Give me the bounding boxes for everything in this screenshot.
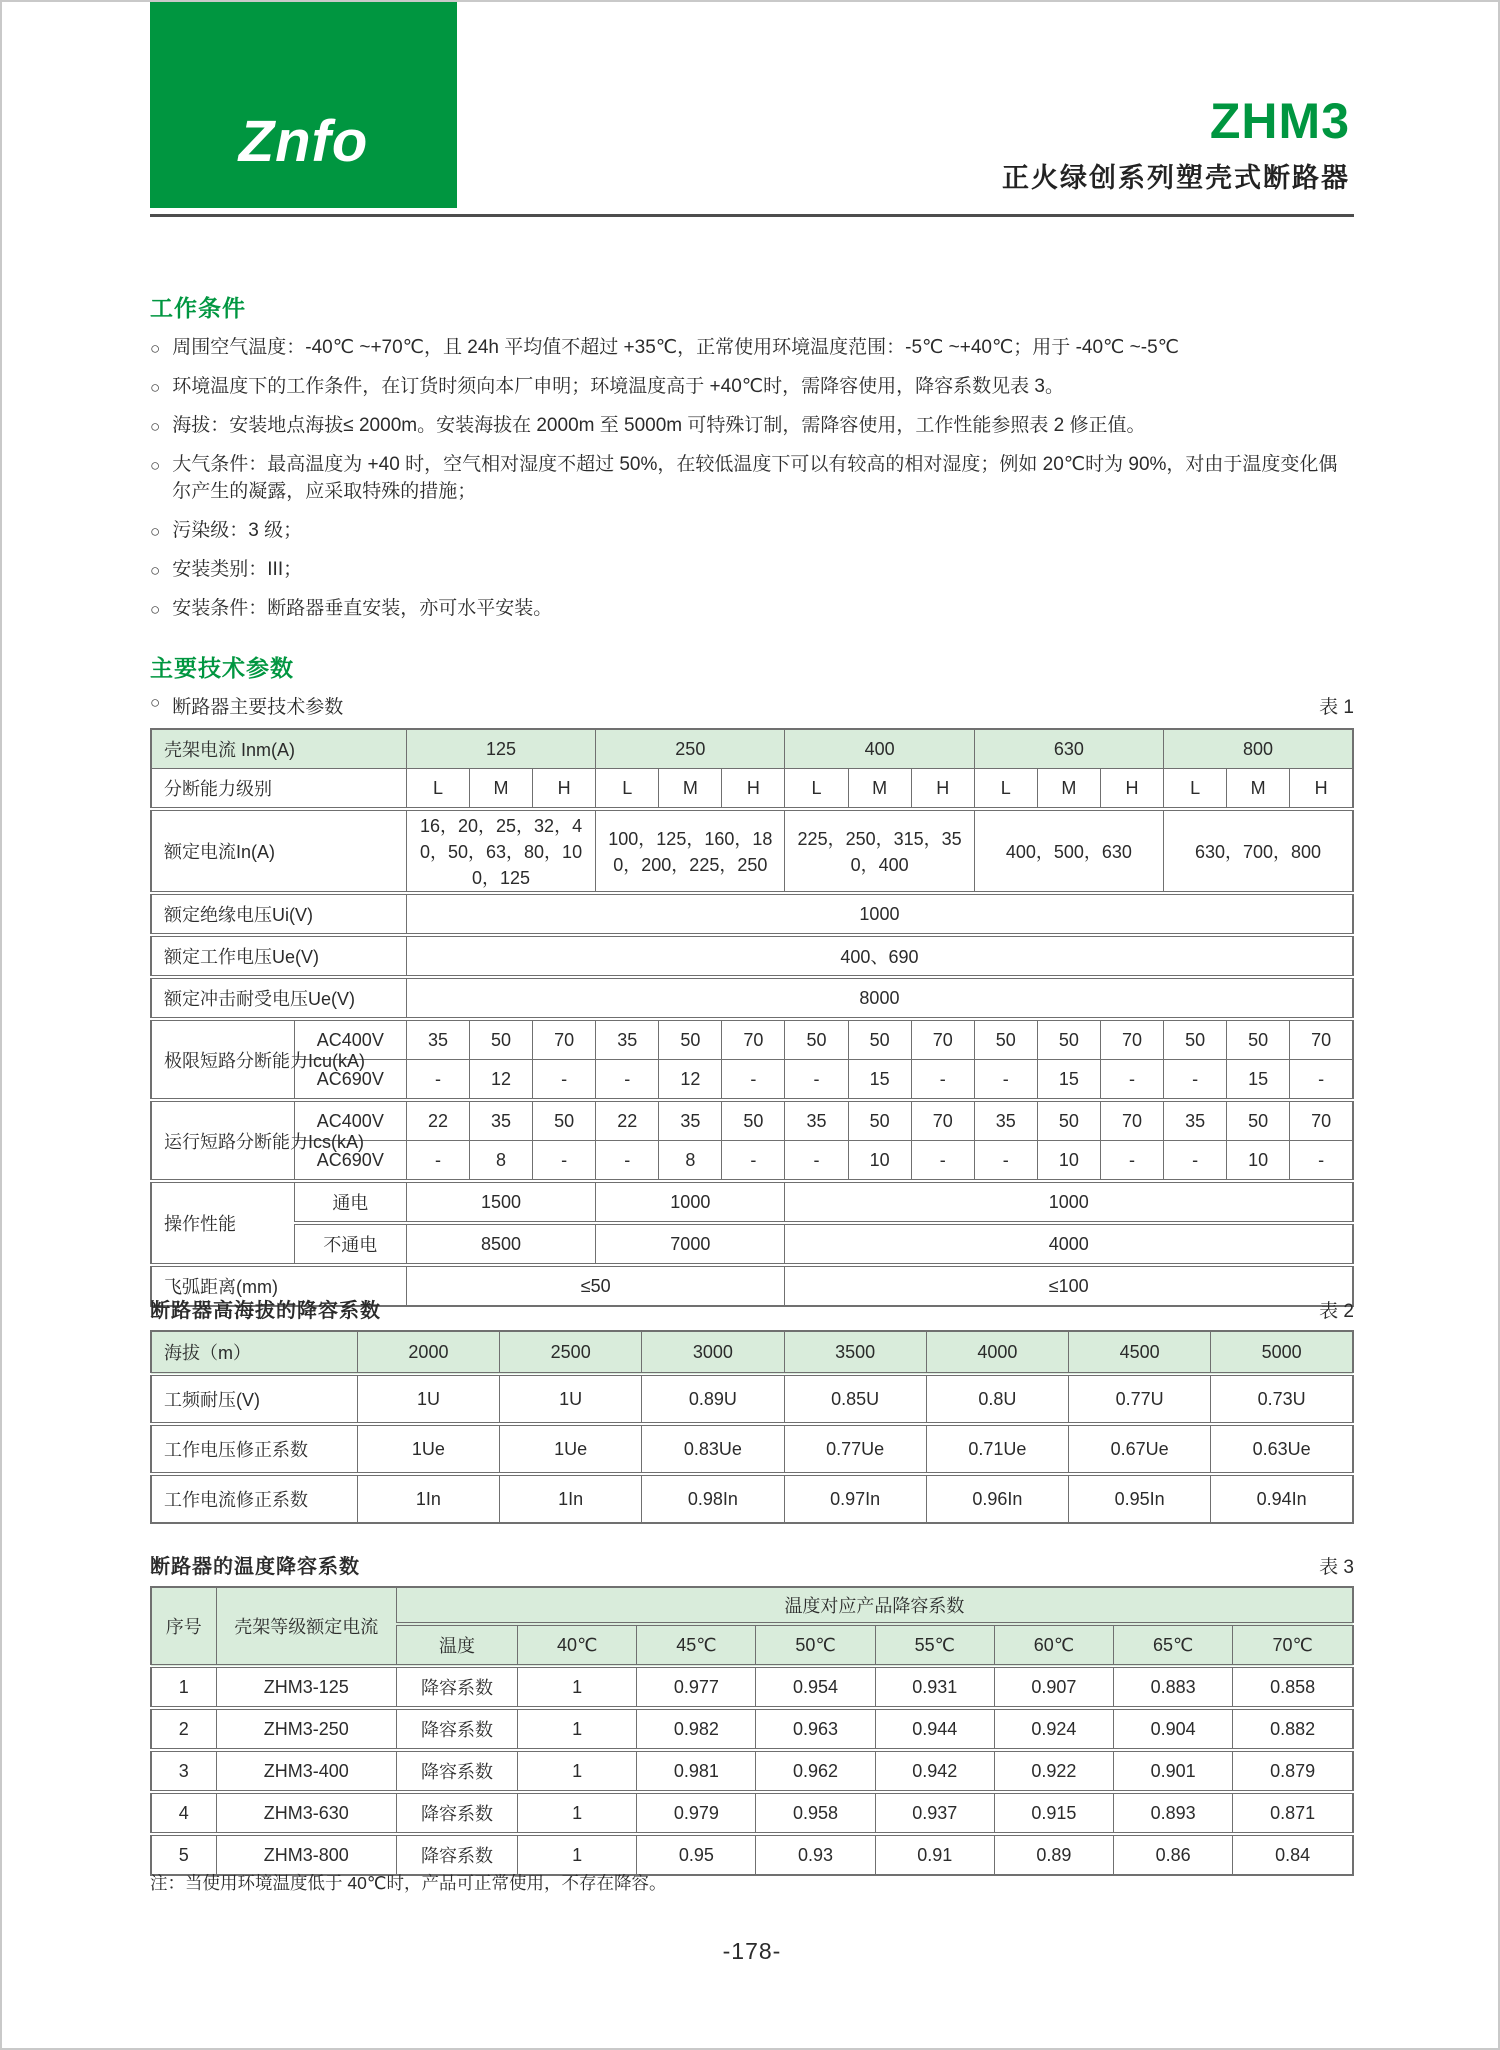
table-cell: - [533, 1141, 596, 1182]
table-row [151, 1708, 1353, 1750]
table-cell: 100，125，160，180，200，225，250 [596, 809, 785, 893]
table-row [151, 1792, 1353, 1834]
table-cell: 0.882 [1233, 1708, 1353, 1750]
table-cell: 50 [722, 1100, 785, 1141]
table-cell: 70℃ [1233, 1624, 1353, 1666]
table-cell: M [470, 769, 533, 810]
brand-logo [150, 2, 457, 208]
table-cell: 0.89 [994, 1834, 1113, 1875]
table3-tag: 表 3 [1319, 1557, 1354, 1578]
table-cell: 0.883 [1114, 1666, 1233, 1708]
altitude-label: 海拔（m） [151, 1331, 357, 1374]
table-cell: 1In [357, 1474, 499, 1523]
table-row [151, 1019, 1353, 1060]
table-cell: 0.963 [756, 1708, 875, 1750]
table-cell: 50 [785, 1019, 848, 1060]
table-row [151, 1834, 1353, 1875]
table-cell: 8000 [406, 977, 1353, 1019]
table-cell: 50 [659, 1019, 722, 1060]
table-cell: 0.71Ue [926, 1424, 1068, 1474]
table-cell: 35 [470, 1100, 533, 1141]
table-cell: - [974, 1141, 1037, 1182]
table-cell: 0.962 [756, 1750, 875, 1792]
table-cell: 630，700，800 [1164, 809, 1353, 893]
model-cell: ZHM3-250 [216, 1708, 396, 1750]
product-model-title: ZHM3 [1209, 93, 1350, 149]
table-cell: H [911, 769, 974, 810]
row-label: 降容系数 [396, 1666, 517, 1708]
table-cell: 0.95 [637, 1834, 756, 1875]
table-row [151, 977, 1353, 1019]
table-cell: 125 [406, 729, 595, 769]
table-cell: 0.931 [875, 1666, 994, 1708]
table-cell: 10 [1037, 1141, 1100, 1182]
table-cell: - [1164, 1060, 1227, 1101]
table-cell: 800 [1164, 729, 1353, 769]
seq-cell: 3 [151, 1750, 216, 1792]
table-cell: 7000 [596, 1223, 785, 1265]
table-cell: 0.96In [926, 1474, 1068, 1523]
table-cell: 50 [1164, 1019, 1227, 1060]
table-cell: L [406, 769, 469, 810]
table-cell: 22 [596, 1100, 659, 1141]
table-cell: 0.94In [1211, 1474, 1353, 1523]
circle-bullet-icon: ○ [150, 378, 161, 397]
row-label: 降容系数 [396, 1708, 517, 1750]
table-cell: 50 [848, 1019, 911, 1060]
operation-on-label: 通电 [294, 1181, 406, 1223]
table-cell: 0.954 [756, 1666, 875, 1708]
table-cell: 0.907 [994, 1666, 1113, 1708]
seq-cell: 1 [151, 1666, 216, 1708]
condition-text: 安装条件：断路器垂直安装，亦可水平安装。 [172, 598, 553, 619]
table-cell: 1Ue [357, 1424, 499, 1474]
row-label: 工作电压修正系数 [151, 1424, 357, 1474]
table-cell: 50 [470, 1019, 533, 1060]
table-row [151, 1750, 1353, 1792]
table-cell: 1 [518, 1750, 637, 1792]
table3-caption-line [150, 1550, 1354, 1579]
table-cell: - [911, 1141, 974, 1182]
table-row [151, 1374, 1353, 1424]
table1-caption-line [150, 692, 1354, 719]
table-cell: 50 [1037, 1100, 1100, 1141]
condition-text: 环境温度下的工作条件，在订货时须向本厂申明；环境温度高于 +40℃时，需降容使用，降容系数见表 3。 [172, 376, 1064, 397]
table-cell: - [1290, 1141, 1353, 1182]
table-cell: - [596, 1060, 659, 1101]
table-cell: L [974, 769, 1037, 810]
table-cell: ≤50 [406, 1265, 785, 1306]
table-cell: 70 [911, 1100, 974, 1141]
table-row [151, 1587, 1353, 1624]
table-cell: 0.893 [1114, 1792, 1233, 1834]
table-row [151, 1424, 1353, 1474]
table-cell: L [785, 769, 848, 810]
table-cell: 2500 [500, 1331, 642, 1374]
table-row [151, 1331, 1353, 1374]
table-row [151, 809, 1353, 893]
table-cell: 0.944 [875, 1708, 994, 1750]
table-cell: 0.958 [756, 1792, 875, 1834]
table-cell: 35 [406, 1019, 469, 1060]
table-cell: 70 [1100, 1100, 1163, 1141]
table2-caption-line [150, 1294, 1354, 1323]
condition-text: 安装类别：III； [172, 559, 303, 580]
table-cell: 10 [848, 1141, 911, 1182]
table-cell: 1 [518, 1792, 637, 1834]
table-cell: M [848, 769, 911, 810]
frame-grade-header: 壳架等级额定电流 [216, 1587, 396, 1666]
frame-current-label: 壳架电流 Inm(A) [151, 729, 406, 769]
seq-cell: 2 [151, 1708, 216, 1750]
ics-ac400v-label: AC400V [294, 1100, 406, 1141]
table-altitude-derating [150, 1330, 1354, 1524]
table-cell: 0.73U [1211, 1374, 1353, 1424]
table-cell: - [722, 1141, 785, 1182]
table-cell: - [785, 1141, 848, 1182]
list-item [150, 373, 1354, 400]
table-cell: 50 [533, 1100, 596, 1141]
table-cell: 0.67Ue [1069, 1424, 1211, 1474]
table3-title: 断路器的温度降容系数 [150, 1556, 360, 1578]
table-cell: 15 [848, 1060, 911, 1101]
circle-bullet-icon: ○ [150, 561, 161, 580]
seq-header: 序号 [151, 1587, 216, 1666]
table-cell: 1500 [406, 1181, 595, 1223]
brand-logo-text: Znfo [238, 108, 369, 174]
table-cell: L [596, 769, 659, 810]
table-cell: 35 [974, 1100, 1037, 1141]
table-cell: M [1227, 769, 1290, 810]
table-cell: 35 [1164, 1100, 1227, 1141]
table-cell: - [406, 1060, 469, 1101]
table-cell: 35 [596, 1019, 659, 1060]
circle-bullet-icon: ○ [150, 600, 161, 619]
section-title-working-conditions: 工作条件 [150, 295, 246, 321]
row-label: 降容系数 [396, 1834, 517, 1875]
header-divider [150, 214, 1354, 217]
table-cell: - [533, 1060, 596, 1101]
table-temperature-derating [150, 1586, 1354, 1876]
table1-caption: ○ 断路器主要技术参数 [150, 693, 344, 718]
table-cell: 0.98In [642, 1474, 784, 1523]
table-cell: - [785, 1060, 848, 1101]
table-row [151, 729, 1353, 769]
table-cell: 50 [1227, 1019, 1290, 1060]
table-cell: 1 [518, 1708, 637, 1750]
table-cell: 0.89U [642, 1374, 784, 1424]
table-cell: 15 [1227, 1060, 1290, 1101]
working-conditions-list [150, 334, 1354, 634]
table-cell: 50 [974, 1019, 1037, 1060]
list-item [150, 412, 1354, 439]
table-cell: ≤100 [785, 1265, 1353, 1306]
table-cell: 10 [1227, 1141, 1290, 1182]
table-cell: H [533, 769, 596, 810]
table-cell: - [722, 1060, 785, 1101]
table-cell: 0.871 [1233, 1792, 1353, 1834]
impulse-voltage-label: 额定冲击耐受电压Ue(V) [151, 977, 406, 1019]
model-cell: ZHM3-800 [216, 1834, 396, 1875]
table-cell: - [406, 1141, 469, 1182]
table-cell: 35 [785, 1100, 848, 1141]
table-cell: H [1100, 769, 1163, 810]
table-cell: 3500 [784, 1331, 926, 1374]
table-cell: 2000 [357, 1331, 499, 1374]
table-row [151, 935, 1353, 977]
table-cell: 0.77U [1069, 1374, 1211, 1424]
rated-current-label: 额定电流In(A) [151, 809, 406, 893]
table-row [151, 1666, 1353, 1708]
table-cell: 225，250，315，350，400 [785, 809, 974, 893]
table-cell: 1U [500, 1374, 642, 1424]
table-cell: 1000 [406, 893, 1353, 935]
table-cell: 1 [518, 1666, 637, 1708]
table-cell: 400，500，630 [974, 809, 1163, 893]
product-series-subtitle: 正火绿创系列塑壳式断路器 [1002, 163, 1350, 193]
table-cell: 55℃ [875, 1624, 994, 1666]
table2-tag: 表 2 [1319, 1301, 1354, 1322]
table-cell: 0.84 [1233, 1834, 1353, 1875]
table-cell: - [1290, 1060, 1353, 1101]
table-cell: 0.942 [875, 1750, 994, 1792]
table-cell: 0.982 [637, 1708, 756, 1750]
table-cell: 0.915 [994, 1792, 1113, 1834]
table-cell: 0.91 [875, 1834, 994, 1875]
table-cell: 70 [1290, 1100, 1353, 1141]
table-cell: 250 [596, 729, 785, 769]
table-cell: - [596, 1141, 659, 1182]
page-number: -178- [722, 1938, 782, 1964]
table-row [151, 1223, 1353, 1265]
table-cell: 0.981 [637, 1750, 756, 1792]
table-cell: 50℃ [756, 1624, 875, 1666]
arc-distance-label: 飞弧距离(mm) [151, 1265, 406, 1306]
condition-text: 污染级：3 级； [172, 520, 303, 541]
table-cell: 0.85U [784, 1374, 926, 1424]
table-cell: M [1037, 769, 1100, 810]
working-voltage-label: 额定工作电压Ue(V) [151, 935, 406, 977]
table-cell: 8500 [406, 1223, 595, 1265]
table-cell: 5000 [1211, 1331, 1353, 1374]
table-cell: 1 [518, 1834, 637, 1875]
insulation-voltage-label: 额定绝缘电压Ui(V) [151, 893, 406, 935]
list-item [150, 517, 1354, 544]
table-cell: 1000 [596, 1181, 785, 1223]
table-cell: 0.977 [637, 1666, 756, 1708]
table-cell: 22 [406, 1100, 469, 1141]
list-item [150, 595, 1354, 622]
table-cell: 0.77Ue [784, 1424, 926, 1474]
circle-bullet-icon: ○ [150, 339, 161, 358]
table-cell: - [1100, 1141, 1163, 1182]
condition-text: 海拔：安装地点海拔≤ 2000m。安装海拔在 2000m 至 5000m 可特殊订制，需降容使用，工作性能参照表 2 修正值。 [172, 415, 1146, 436]
table-cell: 400、690 [406, 935, 1353, 977]
table-cell: 8 [470, 1141, 533, 1182]
circle-bullet-icon: ○ [150, 456, 161, 475]
table-cell: 1000 [785, 1181, 1353, 1223]
circle-bullet-icon: ○ [150, 417, 161, 436]
table-cell: 400 [785, 729, 974, 769]
table-cell: 16，20，25，32，40，50，63，80，100，125 [406, 809, 595, 893]
table-cell: 0.83Ue [642, 1424, 784, 1474]
table-cell: 0.904 [1114, 1708, 1233, 1750]
table-cell: 1Ue [500, 1424, 642, 1474]
table-cell: M [659, 769, 722, 810]
table-cell: 0.937 [875, 1792, 994, 1834]
condition-text: 周围空气温度：-40℃ ~+70℃，且 24h 平均值不超过 +35℃，正常使用环境温度范围：-5℃ ~+40℃；用于 -40℃ ~-5℃ [172, 337, 1179, 358]
table-cell: 4000 [926, 1331, 1068, 1374]
table-row [151, 1474, 1353, 1523]
table-row [151, 769, 1353, 810]
breaking-grade-label: 分断能力级别 [151, 769, 406, 810]
list-item [150, 451, 1354, 505]
circle-bullet-icon: ○ [150, 693, 161, 712]
table-cell: 1U [357, 1374, 499, 1424]
row-label: 工频耐压(V) [151, 1374, 357, 1424]
table-cell: 40℃ [518, 1624, 637, 1666]
icu-label: 极限短路分断能力Icu(kA) [151, 1019, 294, 1100]
table-cell: 70 [722, 1019, 785, 1060]
table-cell: 15 [1037, 1060, 1100, 1101]
table-cell: L [1164, 769, 1227, 810]
ics-label: 运行短路分断能力Ics(kA) [151, 1100, 294, 1181]
table-cell: H [1290, 769, 1353, 810]
table-cell: 0.95In [1069, 1474, 1211, 1523]
table-cell: 8 [659, 1141, 722, 1182]
ics-ac690v-label: AC690V [294, 1141, 406, 1182]
table2-title: 断路器高海拔的降容系数 [150, 1300, 381, 1322]
table-cell: 3000 [642, 1331, 784, 1374]
temp-sub-header: 温度 [396, 1624, 517, 1666]
table-cell: 0.901 [1114, 1750, 1233, 1792]
table-cell: 50 [848, 1100, 911, 1141]
table-cell: 0.63Ue [1211, 1424, 1353, 1474]
table-cell: - [974, 1060, 1037, 1101]
table-cell: 1In [500, 1474, 642, 1523]
table-cell: 60℃ [994, 1624, 1113, 1666]
table1-tag: 表 1 [1319, 697, 1354, 718]
table-cell: 45℃ [637, 1624, 756, 1666]
table-cell: 630 [974, 729, 1163, 769]
model-cell: ZHM3-125 [216, 1666, 396, 1708]
table-main-tech-params [150, 728, 1354, 1307]
table-cell: 50 [1227, 1100, 1290, 1141]
table-cell: H [722, 769, 785, 810]
table-cell: 4500 [1069, 1331, 1211, 1374]
table-cell: 0.97In [784, 1474, 926, 1523]
table-cell: 70 [911, 1019, 974, 1060]
row-label: 降容系数 [396, 1750, 517, 1792]
table-cell: 0.922 [994, 1750, 1113, 1792]
list-item [150, 556, 1354, 583]
row-label: 工作电流修正系数 [151, 1474, 357, 1523]
table-cell: - [1100, 1060, 1163, 1101]
table-cell: 4000 [785, 1223, 1353, 1265]
table-cell: 0.8U [926, 1374, 1068, 1424]
table-row [151, 893, 1353, 935]
operation-label: 操作性能 [151, 1181, 294, 1265]
list-item [150, 334, 1354, 361]
table-cell: 0.93 [756, 1834, 875, 1875]
icu-ac690v-label: AC690V [294, 1060, 406, 1101]
table-cell: - [1164, 1141, 1227, 1182]
table-cell: 65℃ [1114, 1624, 1233, 1666]
model-cell: ZHM3-630 [216, 1792, 396, 1834]
table-cell: 0.924 [994, 1708, 1113, 1750]
table-cell: 12 [470, 1060, 533, 1101]
condition-text: 大气条件：最高温度为 +40 时，空气相对湿度不超过 50%，在较低温度下可以有较高的相对湿度；例如 20℃时为 90%，对由于温度变化偶尔产生的凝露，应采取特殊的措施； [172, 454, 1338, 502]
circle-bullet-icon: ○ [150, 522, 161, 541]
icu-ac400v-label: AC400V [294, 1019, 406, 1060]
table-cell: 0.879 [1233, 1750, 1353, 1792]
table-cell: 70 [533, 1019, 596, 1060]
table-cell: 70 [1100, 1019, 1163, 1060]
table-cell: 50 [1037, 1019, 1100, 1060]
operation-off-label: 不通电 [294, 1223, 406, 1265]
table-cell: 0.86 [1114, 1834, 1233, 1875]
derating-span-header: 温度对应产品降容系数 [396, 1587, 1353, 1624]
table-cell: 0.979 [637, 1792, 756, 1834]
table-cell: 12 [659, 1060, 722, 1101]
table-row [151, 1181, 1353, 1223]
table-cell: 70 [1290, 1019, 1353, 1060]
seq-cell: 4 [151, 1792, 216, 1834]
seq-cell: 5 [151, 1834, 216, 1875]
table-row [151, 1100, 1353, 1141]
row-label: 降容系数 [396, 1792, 517, 1834]
section-title-tech-params: 主要技术参数 [150, 655, 294, 681]
table-cell: - [911, 1060, 974, 1101]
table3-note: 注：当使用环境温度低于 40℃时，产品可正常使用，不存在降容。 [150, 1873, 667, 1893]
table-cell: 35 [659, 1100, 722, 1141]
model-cell: ZHM3-400 [216, 1750, 396, 1792]
table-cell: 0.858 [1233, 1666, 1353, 1708]
